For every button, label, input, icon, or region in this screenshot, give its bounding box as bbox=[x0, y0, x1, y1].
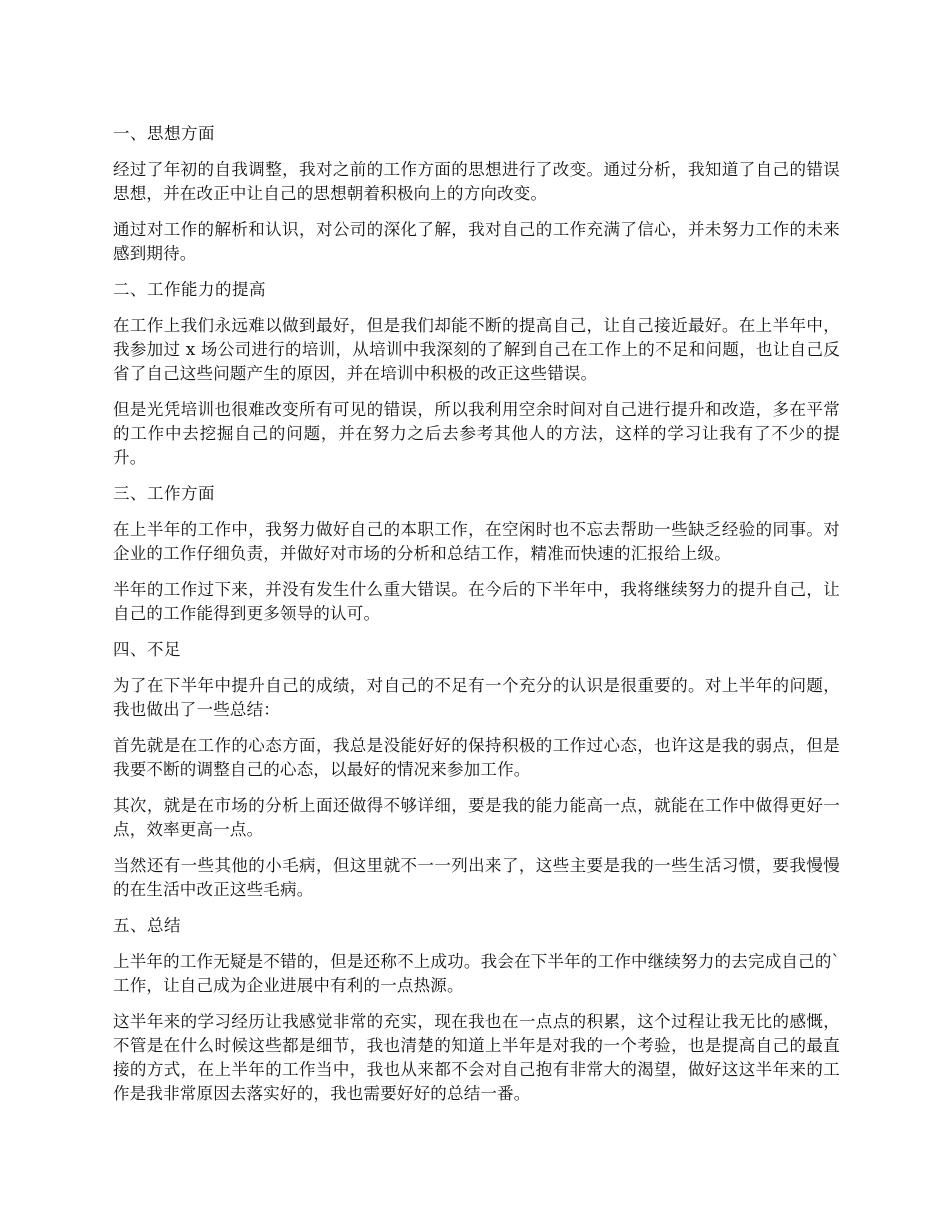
document-page bbox=[113, 122, 840, 1118]
paragraph: 上半年的工作无疑是不错的，但是还称不上成功。我会在下半年的工作中继续努力的去完成自己的`工作，让自己成为企业进展中有利的一点热源。 bbox=[113, 952, 840, 995]
paragraph: 通过对工作的解析和认识，对公司的深化了解，我对自己的工作充满了信心，并未努力工作的未来感到期待。 bbox=[113, 220, 840, 263]
section-heading-ability: 二、工作能力的提高 bbox=[113, 280, 266, 299]
section-heading-summary: 五、总结 bbox=[113, 916, 181, 935]
section-heading-work: 三、工作方面 bbox=[113, 484, 215, 503]
paragraph: 在工作上我们永远难以做到最好，但是我们却能不断的提高自己，让自己接近最好。在上半年中，我参加过 x 场公司进行的培训，从培训中我深刻的了解到自己在工作上的不足和问题，也让自己反省了自己这些问题产生的原因，并在培训中积极的改正这些错误。 bbox=[113, 316, 840, 383]
paragraph: 首先就是在工作的心态方面，我总是没能好好的保持积极的工作过心态，也许这是我的弱点，但是我要不断的调整自己的心态，以最好的情况来参加工作。 bbox=[113, 736, 840, 779]
section-heading-shortcomings: 四、不足 bbox=[113, 640, 181, 659]
paragraph: 为了在下半年中提升自己的成绩，对自己的不足有一个充分的认识是很重要的。对上半年的问题，我也做出了一些总结： bbox=[113, 676, 840, 719]
paragraph: 半年的工作过下来，并没有发生什么重大错误。在今后的下半年中，我将继续努力的提升自己，让自己的工作能得到更多领导的认可。 bbox=[113, 580, 840, 623]
section-heading-thought: 一、思想方面 bbox=[113, 124, 215, 143]
paragraph: 经过了年初的自我调整，我对之前的工作方面的思想进行了改变。通过分析，我知道了自己的错误思想，并在改正中让自己的思想朝着积极向上的方向改变。 bbox=[113, 160, 840, 203]
paragraph: 当然还有一些其他的小毛病，但这里就不一一列出来了，这些主要是我的一些生活习惯，要我慢慢的在生活中改正这些毛病。 bbox=[113, 856, 840, 899]
paragraph: 但是光凭培训也很难改变所有可见的错误，所以我利用空余时间对自己进行提升和改造，多在平常的工作中去挖掘自己的问题，并在努力之后去参考其他人的方法，这样的学习让我有了不少的提升。 bbox=[113, 400, 840, 467]
paragraph: 这半年来的学习经历让我感觉非常的充实，现在我也在一点点的积累，这个过程让我无比的感慨，不管是在什么时候这些都是细节，我也清楚的知道上半年是对我的一个考验，也是提高自己的最直接的方式，在上半年的工作当中，我也从来都不会对自己抱有非常大的渴望，做好这这半年来的工作是我非常原因去落实好的，我也需要好好的总结一番。 bbox=[113, 1012, 840, 1103]
paragraph: 在上半年的工作中，我努力做好自己的本职工作，在空闲时也不忘去帮助一些缺乏经验的同事。对企业的工作仔细负责，并做好对市场的分析和总结工作，精准而快速的汇报给上级。 bbox=[113, 520, 840, 563]
paragraph: 其次，就是在市场的分析上面还做得不够详细，要是我的能力能高一点，就能在工作中做得更好一点，效率更高一点。 bbox=[113, 796, 840, 839]
